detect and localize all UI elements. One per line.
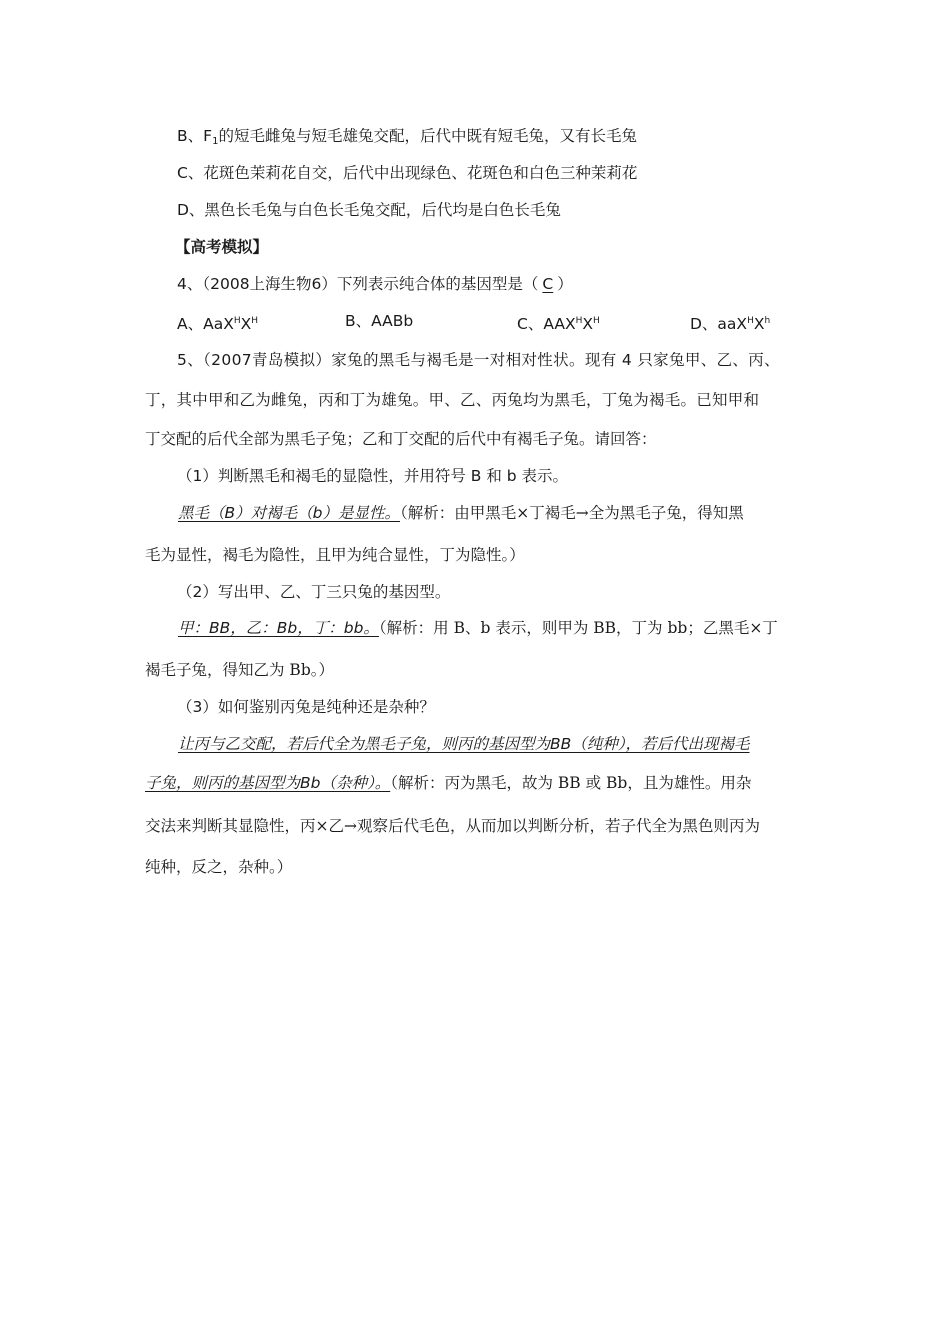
sub-question-1: （1）判断黑毛和褐毛的显隐性，并用符号 B 和 b 表示。 — [177, 467, 569, 485]
answer-2: 甲：BB，乙：Bb，丁：bb。 — [178, 619, 379, 637]
subscript: 1 — [212, 136, 219, 147]
option-d-base: D、aaX — [690, 315, 748, 333]
question-5-stem-2: 丁，其中甲和乙为雌兔，丙和丁为雄兔。甲、乙、丙兔均为黑毛，丁兔为褐毛。已知甲和 — [145, 391, 760, 409]
explanation-1a: （解析：由甲黑毛×丁褐毛→全为黑毛子兔，得知黑 — [399, 504, 744, 522]
explanation-1b: 毛为显性，褐毛为隐性，且甲为纯合显性，丁为隐性。） — [145, 546, 525, 564]
superscript: H — [251, 316, 259, 326]
answer-3a: 让丙与乙交配，若后代全为黑毛子兔，则丙的基因型为BB（纯种），若后代出现褐毛 — [178, 735, 750, 753]
superscript: H — [575, 316, 583, 326]
explanation-2b: 褐毛子兔，得知乙为 Bb。） — [145, 661, 334, 679]
option-a-mid: X — [240, 315, 252, 333]
q4-option-a — [177, 310, 258, 335]
option-d-mid: X — [753, 315, 765, 333]
explanation-3a: （解析：丙为黑毛，故为 BB 或 Bb，且为雄性。用杂 — [390, 774, 752, 792]
q4-option-b: B、AABb — [345, 312, 414, 330]
option-a-base: A、AaX — [177, 315, 234, 333]
q4-option-c — [517, 310, 600, 335]
section-title: 【高考模拟】 — [175, 238, 269, 256]
question-5-stem-3: 丁交配的后代全部为黑毛子兔；乙和丁交配的后代中有褐毛子兔。请回答： — [145, 430, 657, 448]
superscript: H — [747, 316, 754, 326]
question-4-stem — [177, 273, 573, 295]
option-c-mid: X — [582, 315, 593, 333]
explanation-3c: 纯种，反之，杂种。） — [145, 858, 293, 876]
answer-3b: 子兔，则丙的基因型为Bb（杂种）。 — [145, 774, 391, 792]
superscript: h — [764, 316, 771, 326]
explanation-2a: （解析：用 B、b 表示，则甲为 BB，丁为 bb；乙黑毛×丁 — [378, 619, 778, 637]
sub-question-2: （2）写出甲、乙、丁三只兔的基因型。 — [177, 583, 451, 601]
sub-question-3: （3）如何鉴别丙兔是纯种还是杂种？ — [177, 698, 435, 716]
question-4-text: 4、（2008上海生物6）下列表示纯合体的基因型是（ — [177, 275, 539, 293]
option-b-text: B、F — [177, 127, 213, 145]
answer-1: 黑毛（B）对褐毛（b）是显性。 — [178, 504, 400, 522]
question-5-stem-1: 5、（2007青岛模拟）家兔的黑毛与褐毛是一对相对性状。现有 4 只家兔甲、乙、丙、 — [177, 351, 780, 369]
question-4-close: ） — [557, 275, 573, 293]
answer-2-line — [178, 617, 778, 639]
option-d-prev: D、黑色长毛兔与白色长毛兔交配，后代均是白色长毛兔 — [177, 201, 561, 219]
superscript: H — [233, 316, 241, 326]
option-c-base: C、AAX — [517, 315, 576, 333]
explanation-3b: 交法来判断其显隐性，丙×乙→观察后代毛色，从而加以判断分析，若子代全为黑色则丙为 — [145, 817, 760, 835]
question-4-answer: C — [542, 275, 554, 293]
option-c-prev: C、花斑色茉莉花自交，后代中出现绿色、花斑色和白色三种茉莉花 — [177, 164, 638, 182]
answer-3-line — [145, 772, 751, 794]
answer-1-line — [178, 502, 744, 524]
option-b-prev — [177, 125, 637, 153]
q4-option-d — [690, 310, 770, 335]
superscript: H — [593, 316, 600, 326]
option-b-text-rest: 的短毛雌兔与短毛雄兔交配，后代中既有短毛兔，又有长毛兔 — [218, 127, 637, 145]
